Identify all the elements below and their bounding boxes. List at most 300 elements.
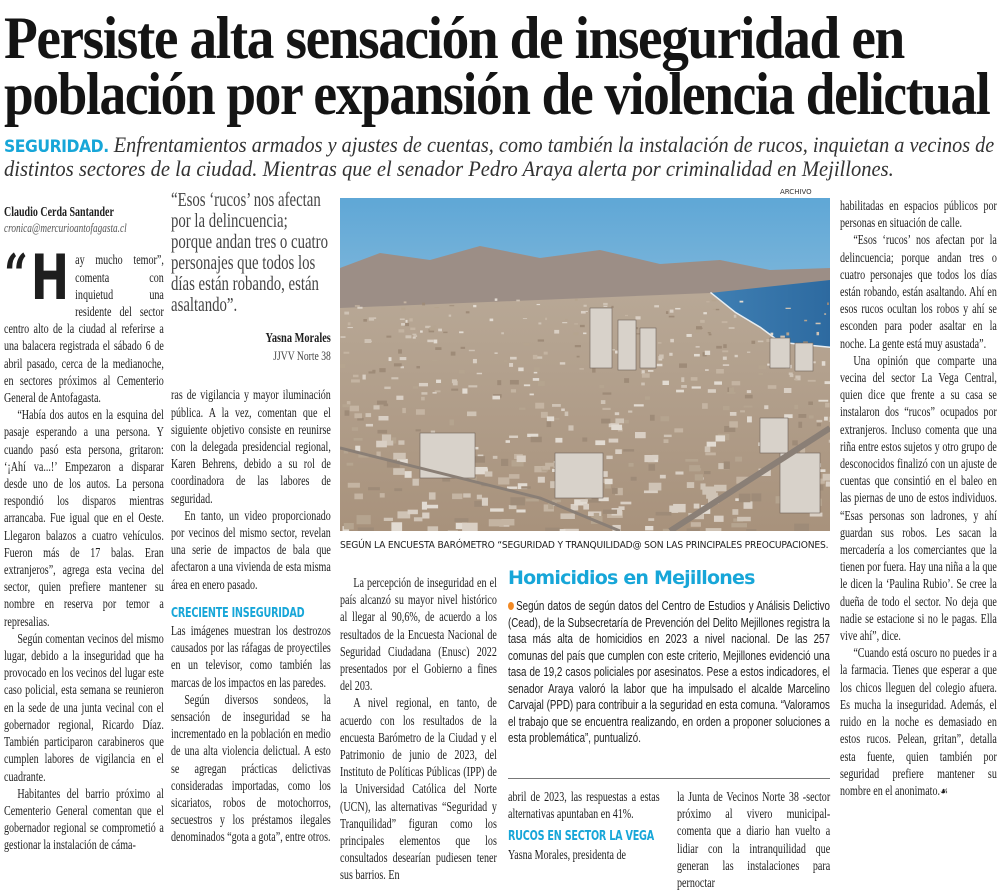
house bbox=[583, 504, 589, 510]
house bbox=[822, 361, 826, 366]
house bbox=[642, 373, 650, 377]
article-column-5 bbox=[840, 197, 997, 800]
house bbox=[798, 422, 802, 428]
house bbox=[516, 509, 525, 512]
house bbox=[450, 419, 454, 425]
article-column-4b bbox=[677, 788, 830, 891]
sidebar-text: Según datos de según datos del Centro de Estudios y Análisis Delictivo (Cead), de la Subsecretaría de Prevención del Delito Mejillones registra la tasa más alta de homicidios en 2023 a nivel nacional. De las 257 comunas del país que cumplen con este criterio, Mejillones evidenció una tasa de 19,2 casos policiales por asesinatos. Pese a estos indicadores, el senador Araya valoró la labor que ha impulsado el alcalde Marcelino Carvajal (PPD) para contribuir a la seguridad en esta comuna. “Valoramos el trabajo que se encuentra realizando, en orden a proponer soluciones a esta problemática”, puntualizó. bbox=[508, 598, 830, 745]
house bbox=[603, 303, 607, 306]
house bbox=[492, 396, 500, 400]
house bbox=[414, 517, 423, 521]
house bbox=[780, 336, 785, 338]
house bbox=[340, 336, 345, 337]
house bbox=[635, 316, 640, 319]
house bbox=[405, 471, 412, 478]
house bbox=[692, 386, 701, 388]
house bbox=[347, 463, 354, 466]
house bbox=[666, 311, 668, 314]
house bbox=[534, 372, 537, 374]
house bbox=[660, 416, 669, 421]
house bbox=[652, 455, 658, 460]
house bbox=[615, 412, 619, 415]
deck-line-2: distintos sectores de la ciudad. Mientras que el senador Pedro Araya alerta por criminalidad en Mejillones. bbox=[4, 157, 894, 181]
house bbox=[716, 435, 726, 441]
house bbox=[679, 363, 687, 367]
house bbox=[644, 491, 658, 494]
house bbox=[432, 360, 438, 361]
house bbox=[583, 333, 586, 335]
house bbox=[552, 404, 561, 407]
section-label: SEGURIDAD. bbox=[4, 137, 109, 157]
house bbox=[561, 408, 565, 411]
house bbox=[681, 385, 687, 388]
house bbox=[601, 400, 606, 404]
house bbox=[565, 412, 569, 417]
house bbox=[451, 352, 456, 356]
house bbox=[694, 504, 700, 509]
byline-author: Claudio Cerda Santander bbox=[4, 203, 164, 220]
house bbox=[751, 341, 755, 344]
house bbox=[628, 411, 632, 413]
house bbox=[449, 315, 451, 317]
house bbox=[759, 365, 766, 369]
house bbox=[351, 379, 360, 382]
house bbox=[393, 468, 405, 475]
house bbox=[568, 425, 573, 430]
paragraph: Yasna Morales, presidenta de bbox=[508, 846, 660, 863]
house bbox=[691, 377, 698, 381]
house bbox=[547, 421, 552, 427]
house bbox=[482, 498, 488, 506]
quote-mark: “ bbox=[4, 253, 28, 297]
lead-text: ay mucho temor”, comenta con inquietud una residente del sector centro alto de la ciudad al referirse a una balacera registrada el sábado 6 de abril pasado, cerca de la medianoche, en sectores próximos al Cementerio General de Antofagasta. bbox=[4, 252, 164, 405]
house bbox=[825, 381, 830, 384]
house bbox=[537, 356, 542, 358]
house bbox=[629, 463, 634, 467]
house bbox=[759, 373, 763, 375]
house bbox=[786, 332, 789, 335]
house bbox=[712, 300, 717, 302]
house bbox=[829, 417, 830, 422]
house bbox=[340, 364, 345, 368]
house bbox=[650, 415, 655, 421]
house bbox=[389, 357, 392, 361]
divider bbox=[508, 778, 830, 779]
house bbox=[467, 412, 476, 417]
house bbox=[477, 495, 482, 500]
house bbox=[574, 333, 579, 336]
house bbox=[530, 394, 534, 396]
house bbox=[391, 522, 402, 531]
house bbox=[829, 440, 830, 443]
house bbox=[739, 494, 751, 503]
house bbox=[401, 366, 404, 368]
house bbox=[449, 305, 454, 306]
house bbox=[685, 459, 698, 462]
house bbox=[524, 343, 530, 346]
house bbox=[424, 505, 438, 509]
house bbox=[681, 377, 684, 382]
paragraph-text: “Cuando está oscuro no puedes ir a la farmacia. Tienes que esperar a que los chicos lleguen del colegio afuera. Es mucha la inseguridad. Además, el ruido en la noche es demasiado en estos rucos. Pelean, gritan”, detalla esta fuente, quien también por seguridad prefiere mantener su nombre en el anonimato. bbox=[840, 645, 997, 798]
house bbox=[504, 360, 507, 362]
house bbox=[510, 380, 519, 385]
house bbox=[716, 369, 724, 374]
house bbox=[708, 332, 711, 333]
house bbox=[751, 493, 761, 501]
house bbox=[580, 325, 585, 327]
house bbox=[495, 298, 498, 300]
pull-quote-name: Yasna Morales bbox=[171, 330, 331, 347]
house bbox=[357, 418, 364, 421]
bullet-icon bbox=[508, 602, 514, 610]
house bbox=[817, 332, 820, 335]
house bbox=[580, 499, 587, 502]
house bbox=[399, 329, 405, 332]
house bbox=[747, 416, 752, 422]
house bbox=[344, 312, 349, 315]
house bbox=[675, 471, 683, 474]
house bbox=[560, 513, 574, 519]
house bbox=[429, 327, 435, 330]
house bbox=[344, 523, 354, 529]
house bbox=[735, 457, 742, 462]
house bbox=[498, 477, 509, 484]
house bbox=[419, 383, 428, 386]
house bbox=[501, 459, 508, 466]
house bbox=[707, 442, 716, 447]
house bbox=[473, 359, 477, 363]
house bbox=[490, 319, 494, 322]
pull-quote-org: JJVV Norte 38 bbox=[171, 347, 331, 364]
house bbox=[816, 323, 821, 325]
house bbox=[649, 483, 662, 491]
house bbox=[509, 474, 520, 479]
house bbox=[634, 404, 644, 406]
house bbox=[645, 396, 650, 399]
house bbox=[416, 409, 425, 415]
house bbox=[670, 310, 674, 313]
house bbox=[462, 523, 478, 531]
house bbox=[826, 481, 830, 486]
house bbox=[396, 396, 403, 400]
house bbox=[612, 488, 618, 494]
house bbox=[659, 354, 664, 358]
house bbox=[350, 406, 359, 412]
house bbox=[709, 334, 712, 336]
house bbox=[422, 303, 425, 306]
house bbox=[824, 417, 828, 421]
house bbox=[466, 311, 470, 313]
house bbox=[400, 318, 405, 320]
house bbox=[790, 374, 794, 377]
house bbox=[602, 408, 610, 410]
house bbox=[696, 346, 700, 347]
subhead-rucos-en-sector-la-vega: RUCOS EN SECTOR LA VEGA bbox=[508, 828, 660, 845]
house bbox=[817, 423, 821, 426]
house bbox=[468, 385, 477, 387]
house bbox=[495, 352, 498, 353]
house bbox=[398, 440, 404, 444]
house bbox=[674, 428, 683, 432]
house bbox=[524, 384, 530, 386]
article-column-3 bbox=[340, 574, 497, 884]
house bbox=[429, 492, 436, 499]
house bbox=[452, 379, 457, 383]
photo-credit: ARCHIVO bbox=[780, 188, 812, 196]
house bbox=[353, 375, 359, 378]
house bbox=[746, 529, 756, 531]
house bbox=[342, 404, 349, 407]
aerial-city-photo bbox=[340, 198, 830, 531]
house bbox=[740, 301, 744, 303]
house bbox=[443, 332, 447, 333]
house bbox=[509, 436, 518, 438]
house bbox=[658, 342, 662, 344]
house bbox=[362, 375, 365, 380]
house bbox=[384, 387, 390, 389]
house bbox=[792, 440, 797, 445]
house bbox=[700, 320, 705, 323]
house bbox=[531, 437, 542, 442]
pull-quote bbox=[171, 190, 331, 364]
house bbox=[501, 332, 504, 334]
paragraph: ras de vigilancia y mayor iluminación pública. A la vez, comentan que el siguiente objetivo consiste en reunirse con la delegada presidencial regional, Karen Behrens, debido a su rol de coordinadora de las labores de seguridad. bbox=[171, 386, 331, 506]
house bbox=[615, 449, 622, 454]
house bbox=[695, 474, 703, 480]
house bbox=[744, 406, 753, 408]
house bbox=[416, 429, 421, 431]
house bbox=[615, 418, 624, 423]
house bbox=[648, 518, 654, 521]
house bbox=[357, 515, 371, 524]
house bbox=[722, 321, 728, 323]
house bbox=[420, 330, 423, 332]
house bbox=[670, 339, 674, 342]
house bbox=[538, 339, 544, 341]
house bbox=[433, 392, 437, 394]
house bbox=[582, 437, 587, 441]
paragraph: En tanto, un video proporcionado por vecinos del mismo sector, revelan una serie de impactos de bala que afectaron a una vivienda de esta misma área en enero pasado. bbox=[171, 507, 331, 593]
house bbox=[357, 307, 362, 309]
house bbox=[609, 439, 619, 443]
house bbox=[535, 403, 544, 409]
house bbox=[624, 378, 629, 383]
house bbox=[405, 335, 411, 338]
house bbox=[771, 333, 774, 336]
house bbox=[645, 526, 653, 530]
house bbox=[729, 327, 735, 329]
house bbox=[352, 427, 358, 431]
house bbox=[410, 328, 415, 330]
house bbox=[394, 363, 402, 366]
house bbox=[565, 319, 568, 320]
house bbox=[523, 318, 527, 319]
house bbox=[809, 415, 814, 418]
house bbox=[705, 351, 710, 355]
house bbox=[517, 455, 526, 462]
house bbox=[581, 311, 586, 314]
house bbox=[784, 388, 791, 393]
house bbox=[347, 327, 352, 328]
house bbox=[485, 471, 493, 476]
house bbox=[434, 307, 439, 308]
house bbox=[657, 364, 663, 367]
house bbox=[729, 421, 738, 427]
house bbox=[730, 412, 737, 416]
paragraph: A nivel regional, en tanto, de acuerdo con los resultados de la encuesta Barómetro de la Ciudad y el Patrimonio de junio de 2023, del Instituto de Políticas Públicas (IPP) de la Universidad Católica del Norte (UCN), las alternativas “Seguridad y Tranquilidad” figuran como los principales elementos que los consultados desearían pudiesen tener sus barrios. En bbox=[340, 694, 497, 883]
house bbox=[664, 435, 672, 437]
house bbox=[584, 305, 587, 307]
house bbox=[705, 369, 709, 371]
house bbox=[404, 301, 407, 303]
house bbox=[731, 523, 747, 527]
house bbox=[723, 357, 727, 360]
house bbox=[675, 308, 680, 310]
house bbox=[702, 403, 708, 409]
house bbox=[577, 356, 580, 358]
house bbox=[400, 357, 407, 360]
house bbox=[786, 308, 791, 309]
house bbox=[808, 380, 816, 382]
house bbox=[764, 405, 768, 409]
house bbox=[827, 302, 829, 305]
paragraph: “Esos ‘rucos’ nos afectan por la delincuencia; porque andan tres o cuatro personajes que todos los días están robando, están asaltando. Ahí en esos rucos ocultan los robos y ahí se esconden para poder asaltar en la noche. La gente está muy asustada”. bbox=[840, 231, 997, 351]
house bbox=[676, 390, 684, 393]
house bbox=[412, 479, 418, 486]
house bbox=[527, 434, 538, 437]
house bbox=[455, 518, 469, 522]
house bbox=[808, 402, 813, 405]
house bbox=[735, 355, 738, 357]
house bbox=[462, 388, 467, 393]
house bbox=[696, 326, 702, 329]
house bbox=[716, 346, 722, 349]
house bbox=[537, 304, 541, 305]
house bbox=[592, 368, 595, 373]
house bbox=[823, 474, 830, 481]
house bbox=[368, 487, 380, 490]
house bbox=[421, 392, 427, 395]
deck-text-1: Enfrentamientos armados y ajustes de cuentas, como también la instalación de rucos, inquietan a vecinos de bbox=[114, 132, 994, 157]
house bbox=[562, 322, 567, 323]
house bbox=[413, 337, 416, 339]
house bbox=[560, 362, 565, 364]
house bbox=[798, 414, 806, 418]
house bbox=[744, 501, 753, 509]
house bbox=[747, 390, 751, 393]
house bbox=[648, 370, 654, 372]
house bbox=[564, 529, 579, 531]
house bbox=[716, 309, 720, 310]
house bbox=[714, 381, 722, 384]
house bbox=[534, 367, 540, 371]
house bbox=[605, 479, 613, 484]
end-mark-icon: ☙ bbox=[940, 784, 948, 798]
house bbox=[747, 352, 750, 353]
house bbox=[595, 440, 605, 445]
article-column-2 bbox=[171, 190, 331, 846]
house bbox=[409, 318, 412, 321]
photo-caption: SEGÚN LA ENCUESTA BARÓMETRO “SEGURIDAD Y TRANQUILIDAD@ SON LAS PRINCIPALES PREOCUPACIONES. bbox=[340, 540, 828, 551]
house bbox=[723, 344, 727, 348]
house bbox=[347, 401, 351, 405]
house bbox=[794, 379, 797, 381]
house bbox=[378, 416, 388, 420]
house bbox=[348, 322, 351, 325]
byline-email[interactable]: cronica@mercurioantofagasta.cl bbox=[4, 220, 164, 237]
house bbox=[363, 319, 367, 322]
house bbox=[401, 308, 405, 310]
house bbox=[538, 381, 545, 386]
house bbox=[794, 524, 809, 531]
lead-paragraph bbox=[4, 251, 164, 406]
house bbox=[705, 453, 716, 456]
house bbox=[402, 408, 406, 413]
house bbox=[574, 323, 578, 324]
house bbox=[620, 502, 631, 505]
house bbox=[723, 364, 729, 366]
house bbox=[732, 381, 741, 385]
house bbox=[393, 453, 406, 460]
house bbox=[497, 380, 501, 385]
house bbox=[355, 305, 360, 306]
house bbox=[545, 318, 547, 320]
house bbox=[544, 352, 548, 355]
house bbox=[386, 336, 391, 338]
house bbox=[555, 438, 562, 443]
house bbox=[732, 509, 738, 515]
house bbox=[474, 467, 487, 472]
house bbox=[694, 354, 700, 357]
house bbox=[469, 350, 475, 351]
house bbox=[669, 353, 672, 356]
house bbox=[358, 527, 374, 531]
house bbox=[664, 439, 669, 443]
house bbox=[662, 381, 668, 385]
house bbox=[794, 405, 798, 409]
paragraph: Habitantes del barrio próximo al Cementerio General comentan que el gobernador regional se comprometió a gestionar la instalación de cáma- bbox=[4, 785, 164, 854]
house bbox=[768, 385, 777, 389]
house bbox=[421, 397, 425, 401]
house bbox=[635, 432, 646, 438]
house bbox=[545, 528, 559, 531]
house bbox=[706, 528, 722, 531]
house bbox=[745, 395, 753, 399]
house bbox=[703, 312, 707, 314]
sidebar-body bbox=[508, 598, 830, 747]
house bbox=[493, 456, 498, 459]
house bbox=[344, 352, 350, 354]
house bbox=[669, 316, 675, 318]
house bbox=[459, 370, 465, 373]
house bbox=[408, 510, 418, 515]
house bbox=[691, 522, 701, 527]
house bbox=[377, 430, 387, 434]
house bbox=[474, 456, 485, 463]
house bbox=[538, 477, 545, 483]
paragraph: abril de 2023, las respuestas a estas alternativas apuntaban en 41%. bbox=[508, 788, 660, 822]
house bbox=[586, 311, 588, 312]
house bbox=[533, 355, 537, 359]
house bbox=[723, 406, 730, 410]
house bbox=[624, 420, 629, 424]
house bbox=[704, 471, 711, 474]
house bbox=[463, 493, 471, 497]
house bbox=[413, 335, 417, 337]
house bbox=[507, 486, 517, 488]
paragraph: la Junta de Vecinos Norte 38 -sector próximo al vivero municipal- comenta que a diario han vuelto a lidiar con la intranquilidad que generan las instalaciones para pernoctar bbox=[677, 788, 830, 891]
house bbox=[510, 357, 517, 360]
